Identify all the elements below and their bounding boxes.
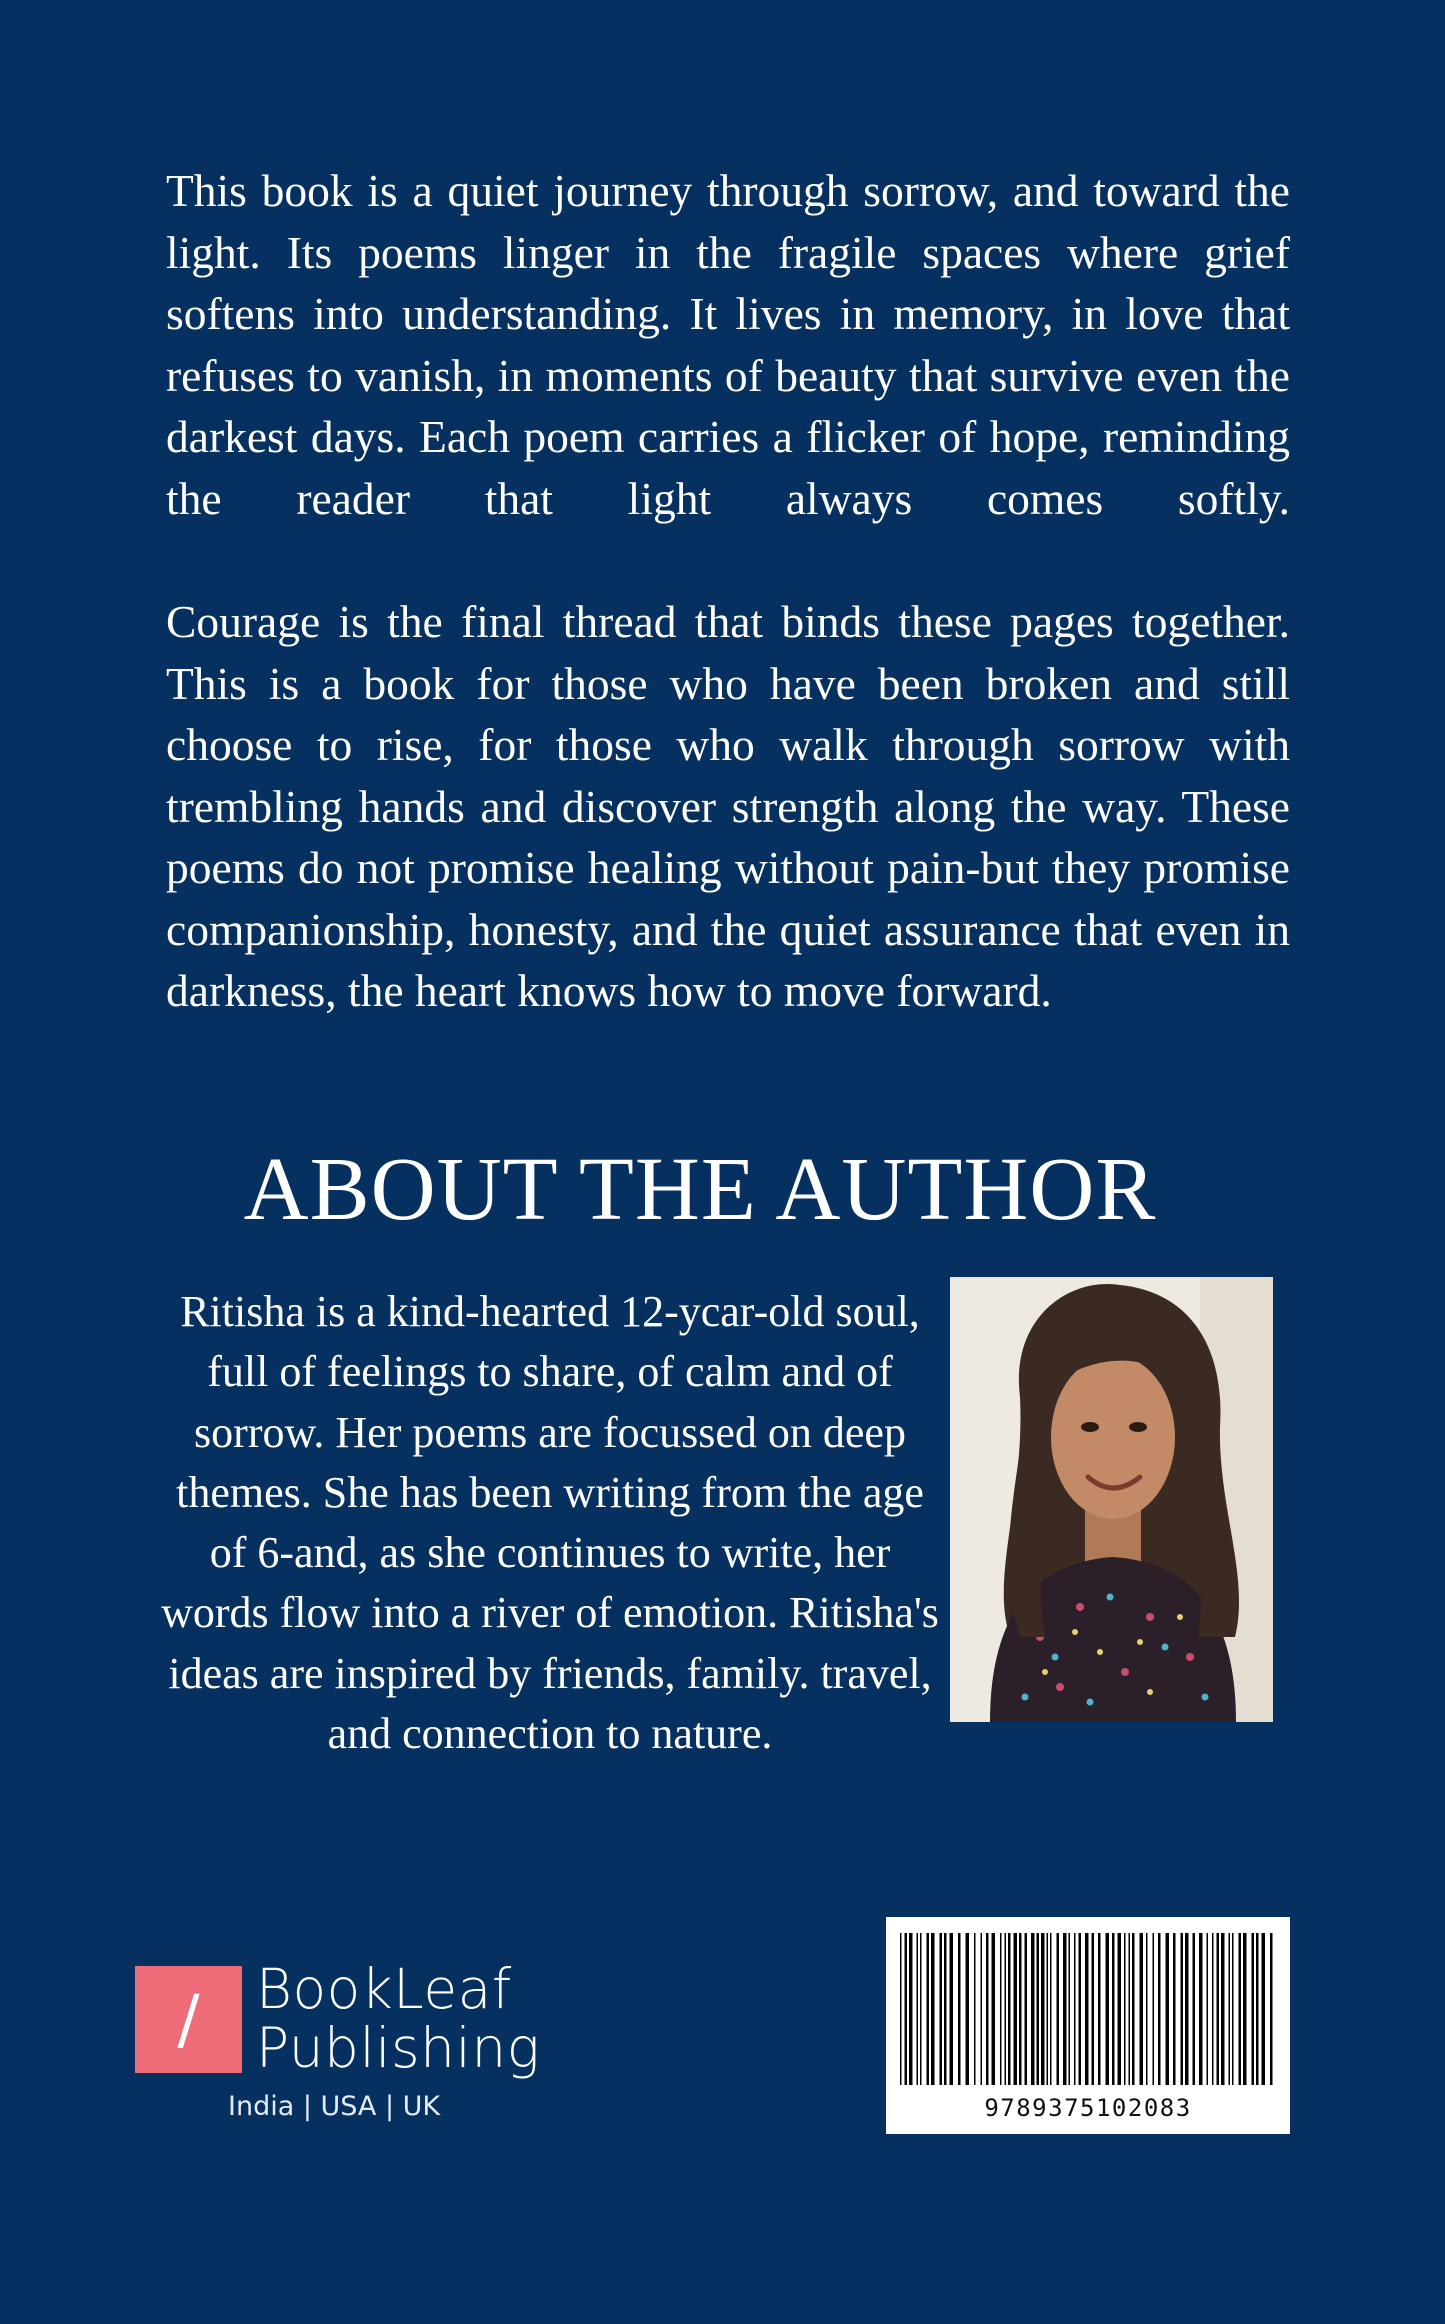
barcode-bar xyxy=(992,1933,996,2085)
barcode-bar xyxy=(1014,1933,1018,2085)
barcode-bar xyxy=(1232,1933,1234,2085)
barcode-bar xyxy=(931,1933,935,2085)
barcode-bar xyxy=(950,1933,954,2085)
barcode-bar xyxy=(1239,1933,1242,2085)
barcode-bar xyxy=(1262,1933,1266,2085)
barcode-bar xyxy=(1047,1933,1049,2085)
barcode-bar xyxy=(1158,1933,1161,2085)
barcode-bar xyxy=(1005,1933,1007,2085)
barcode-bar xyxy=(1207,1933,1209,2085)
barcode-bar xyxy=(1129,1933,1131,2085)
barcode-bar xyxy=(1173,1933,1176,2085)
barcode-bar xyxy=(1140,1933,1144,2085)
isbn-barcode xyxy=(886,1917,1290,2134)
author-photo xyxy=(950,1277,1273,1722)
barcode-bar xyxy=(1106,1933,1110,2085)
barcode-bar xyxy=(1031,1933,1035,2085)
blurb-paragraph-2: Courage is the final thread that binds these pages together. This is a book for those who have been broken and still choose to rise, for those who walk through sorrow with trembling hands and discover strength along the way. These poems do not promise healing without pain-but they promise companionship, honesty, and the quiet assurance that even in darkness, the heart knows how to move forward. xyxy=(166,596,1290,1016)
barcode-bar xyxy=(900,1933,902,2085)
barcode-bar xyxy=(1181,1933,1184,2085)
barcode-bar xyxy=(1041,1933,1045,2085)
barcode-bar xyxy=(1069,1933,1071,2085)
barcode-bar xyxy=(1217,1933,1220,2085)
barcode-bar xyxy=(1079,1933,1082,2085)
barcode-bar xyxy=(917,1933,919,2085)
barcode-bar xyxy=(1256,1933,1259,2085)
barcode-bar xyxy=(920,1933,922,2085)
barcode-bar xyxy=(1193,1933,1196,2085)
barcode-bar xyxy=(958,1933,961,2085)
barcode-bar xyxy=(981,1933,983,2085)
barcode-bar xyxy=(1199,1933,1203,2085)
barcode-bar xyxy=(1063,1933,1067,2085)
publisher-mark xyxy=(135,1966,242,2073)
barcode-bar xyxy=(1270,1933,1273,2085)
barcode-bar xyxy=(1153,1933,1155,2085)
barcode-bar xyxy=(1252,1933,1255,2085)
barcode-bar xyxy=(1166,1933,1170,2085)
publisher-logo xyxy=(135,1957,555,2132)
barcode-bar xyxy=(1146,1933,1148,2085)
barcode-bar xyxy=(909,1933,913,2085)
barcode-bar xyxy=(940,1933,943,2085)
back-cover-blurb xyxy=(166,160,1290,1022)
barcode-bar xyxy=(1050,1933,1052,2085)
barcode-bar xyxy=(1132,1933,1135,2085)
barcode-bar xyxy=(974,1933,976,2085)
about-author-heading: ABOUT THE AUTHOR xyxy=(243,1140,1157,1239)
barcode-bar xyxy=(986,1933,989,2085)
publisher-name xyxy=(256,1957,541,2080)
blurb-paragraph-1: This book is a quiet journey through sorrow, and toward the light. Its poems linger in the fragile spaces where grief softens into understanding. It lives in memory, in love that refuses to vanish, in moments of beauty that survive even the darkest days. Each poem carries a flicker of hope, reminding the reader that light always comes softly. xyxy=(166,165,1290,524)
publisher-regions: India | USA | UK xyxy=(228,2091,441,2122)
barcode-bar xyxy=(1229,1933,1231,2085)
barcode-bar xyxy=(1212,1933,1214,2085)
isbn-number: 9789375102083 xyxy=(984,2094,1192,2122)
barcode-bar xyxy=(1243,1933,1247,2085)
barcode-bar xyxy=(1092,1933,1095,2085)
barcode-bar xyxy=(966,1933,970,2085)
publisher-name-line-2: Publishing xyxy=(256,2016,541,2080)
barcode-bar xyxy=(1118,1933,1122,2085)
barcode-bar xyxy=(1124,1933,1126,2085)
barcode-bar xyxy=(1037,1933,1040,2085)
author-bio: Ritisha is a kind-hearted 12-ycar-old soul, full of feelings to share, of calm and of sorrow. Her poems are focussed on deep themes. She has been writing from the age of 6-and, as she continues to write, her words flow into a river of emotion. Ritisha's ideas are inspired by friends, family. travel, and connection to nature. xyxy=(161,1287,939,1759)
barcode-bar xyxy=(905,1933,908,2085)
barcode-bar xyxy=(1019,1933,1022,2085)
slash-icon: / xyxy=(177,1981,200,2058)
barcode-bar xyxy=(1112,1933,1115,2085)
barcode-bar xyxy=(1085,1933,1089,2085)
barcode-bar xyxy=(1221,1933,1225,2085)
barcode-bar xyxy=(1057,1933,1060,2085)
barcode-bar xyxy=(1185,1933,1189,2085)
barcode-bar xyxy=(944,1933,947,2085)
publisher-name-line-1: BookLeaf xyxy=(256,1957,512,2021)
barcode-bar xyxy=(927,1933,930,2085)
barcode-bar xyxy=(1025,1933,1028,2085)
barcode-bar xyxy=(1098,1933,1101,2085)
barcode-bar xyxy=(1074,1933,1076,2085)
barcode-bar xyxy=(1008,1933,1011,2085)
barcode-bar xyxy=(1000,1933,1002,2085)
